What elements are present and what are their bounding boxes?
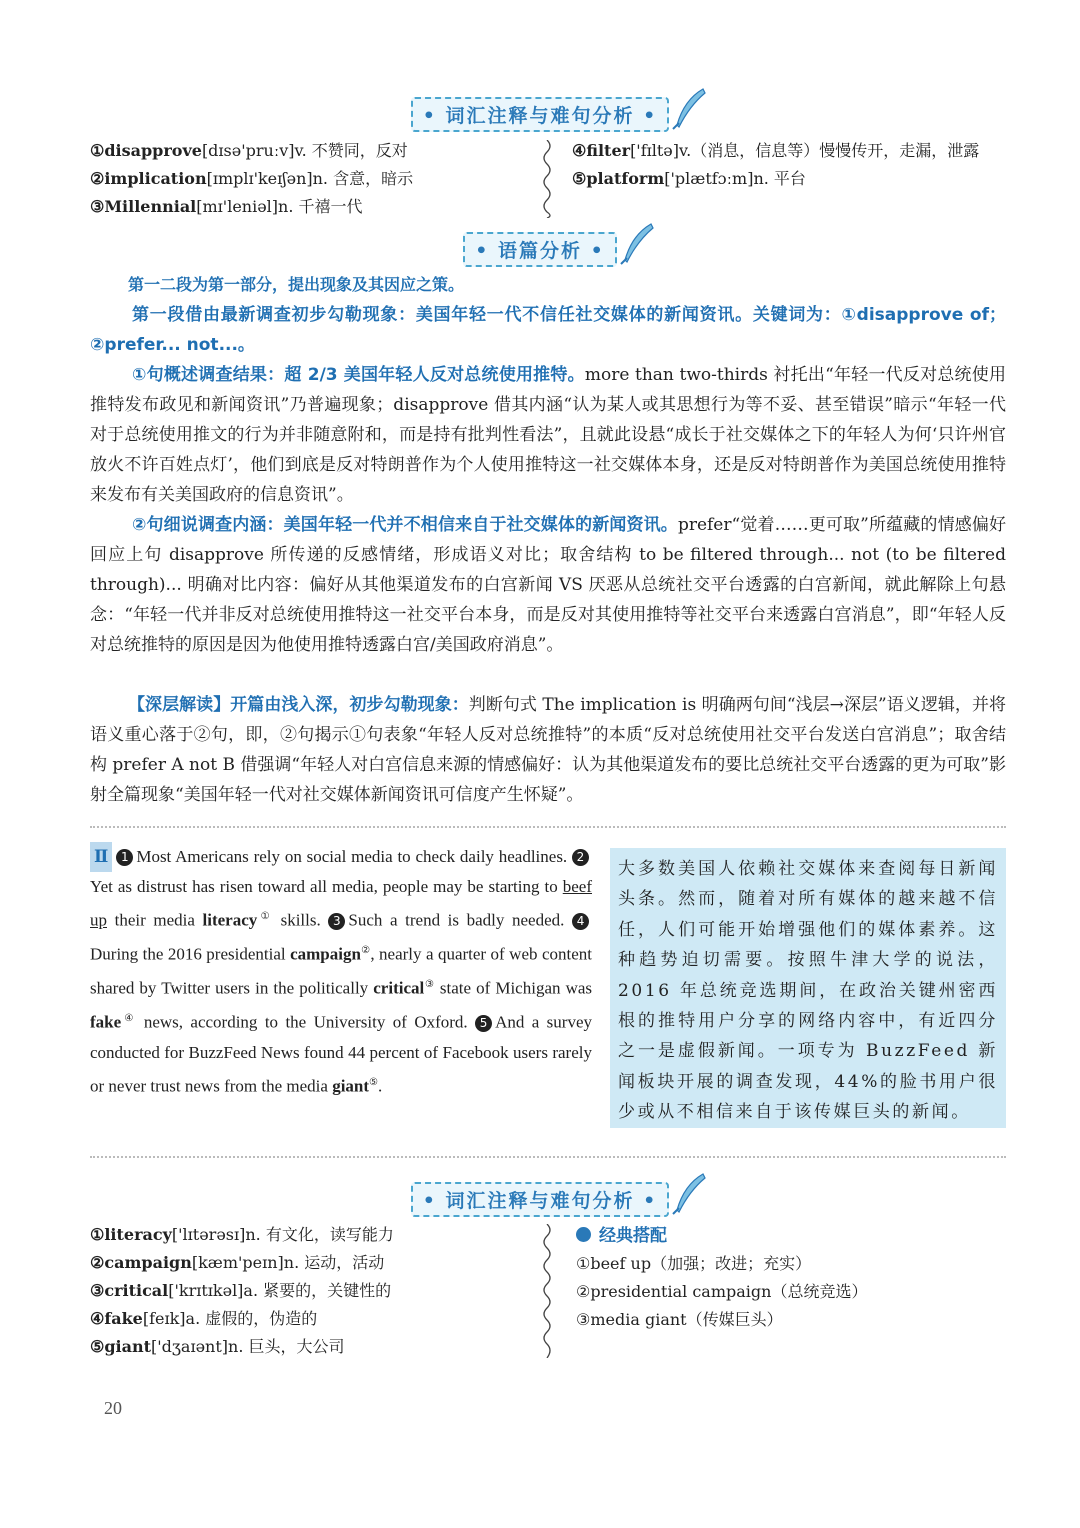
paragraph-sentence-2: ②句细说调查内涵：美国年轻一代并不相信来自于社交媒体的新闻资讯。prefer“觉着……更可取”所蕴藏的情感偏好回应上句 disapprove 所传递的反感情绪，形成语义对比；取舍结构 to be filtered through... not (to be filtered through)... 明确对比内容：偏好从其他渠道发布的白宫新闻 VS 厌恶从总统社交平台透露的白宫新闻，就此解除上句悬念：“年轻一代并非反对总统使用推特这一社交平台本身，而是反对其使用推特等社交平台来透露白宫消息”，即“年轻人反对总统推特的原因是因为他使用推特透露白宫/美国政府消息”。 — [90, 515, 1006, 655]
collocation-block — [576, 1222, 867, 1334]
vocab-item: ⑤giant['dʒaɪənt]n. 巨头，大公司 — [90, 1337, 345, 1356]
vocab-item: ③critical['krɪtɪkəl]a. 紧要的，关键性的 — [90, 1281, 392, 1300]
sentence-number: 1 — [116, 849, 133, 866]
vocab-item: ②implication[ɪmplɪ'keɪʃən]n. 含意，暗示 — [90, 169, 414, 188]
quill-pen-icon — [617, 222, 657, 266]
sentence-number: 4 — [572, 913, 589, 930]
wavy-divider — [540, 140, 554, 218]
vocab-item: ③Millennial[mɪ'leniəl]n. 千禧一代 — [90, 197, 363, 216]
sentence-number: 5 — [475, 1015, 492, 1032]
paragraph-sentence-1: ①句概述调查结果：超 2/3 美国年轻人反对总统使用推特。more than two-thirds 衬托出“年轻一代反对总统使用推特发布政见和新闻资讯”乃普遍现象；disapprove 借其内涵“认为某人或其思想行为等不妥、甚至错误”暗示“年轻一代对于总统使用推文的行为并非随意附和，而是持有批判性看法”，且就此设悬“成长于社交媒体之下的年轻人为何‘只许州官放火不许百姓点灯’，他们到底是反对特朗普作为个人使用推特这一社交媒体本身，还是反对特朗普作为美国总统使用推特来发布有关美国政府的信息资讯”。 — [90, 365, 1006, 505]
vocab-item: ④fake[feɪk]a. 虚假的，伪造的 — [90, 1309, 318, 1328]
divider — [90, 1156, 1006, 1158]
section-title: • 语篇分析 • — [475, 240, 605, 262]
vocab-item: ④filter['fɪltə]v.（消息，信息等）慢慢传开，走漏，泄露 — [572, 141, 980, 160]
quill-pen-icon — [669, 1172, 709, 1216]
sentence-number: 2 — [572, 849, 589, 866]
quill-pen-icon — [669, 87, 709, 131]
vocab-item: ②campaign[kæm'peɪn]n. 运动，活动 — [90, 1253, 385, 1272]
vocab-header-2 — [0, 1182, 1080, 1217]
paragraph-1-analysis: 第一段借由最新调查初步勾勒现象：美国年轻一代不信任社交媒体的新闻资讯。关键词为：①disapprove of；②prefer... not...。 — [90, 305, 1006, 355]
chinese-translation: 大多数美国人依赖社交媒体来查阅每日新闻头条。然而，随着对所有媒体的越来越不信任，人们可能开始增强他们的媒体素养。这种趋势迫切需要。按照牛津大学的说法，2016 年总统竞选期间，在政治关键州密西根的推特用户分享的网络内容中，有近四分之一是虚假新闻。一项专为 BuzzFeed 新闻板块开展的调查发现，44%的脸书用户很少或从不相信来自于该传媒巨头的新闻。 — [610, 848, 1006, 1128]
vocab-item: ⑤platform['plætfɔːm]n. 平台 — [572, 169, 806, 188]
vocab-header-1 — [0, 97, 1080, 132]
collocation-item: ①beef up（加强；改进；充实） — [576, 1254, 812, 1273]
sentence-number: 3 — [328, 913, 345, 930]
collocation-item: ②presidential campaign（总统竞选） — [576, 1282, 868, 1301]
vocab-list-left-1 — [90, 137, 413, 221]
vocab-list-right-1 — [572, 137, 979, 193]
deep-interpretation: 【深层解读】开篇由浅入深，初步勾勒现象：判断句式 The implication is 明确两句间“浅层→深层”语义逻辑，并将语义重心落于②句，即，②句揭示①句表象“年轻人反对总统推特”的本质“反对总统使用社交平台发送白宫消息”；取舍结构 prefer A not B 借强调“年轻人对白宫信息来源的情感偏好：认为其他渠道发布的要比总统社交平台透露的更为可取”影射全篇现象“美国年轻一代对社交媒体新闻资讯可信度产生怀疑”。 — [90, 695, 1007, 805]
paragraph-marker: Ⅱ — [90, 842, 112, 872]
section-title: • 词汇注释与难句分析 • — [422, 105, 658, 127]
vocab-list-left-2 — [90, 1221, 394, 1361]
collocation-item: ③media giant（传媒巨头） — [576, 1310, 783, 1329]
page-number: 20 — [104, 1398, 122, 1418]
part-intro: 第一二段为第一部分，提出现象及其因应之策。 — [128, 275, 465, 294]
wavy-divider — [540, 1224, 554, 1358]
discourse-header — [0, 232, 1080, 267]
english-passage: Ⅱ 1 Most Americans rely on social media to check daily headlines. 2Yet as distrust has risen toward all media, people may be starting to beef up their media literacy① skills. 3 Such a trend is badly needed. 4During the 2016 presidential campaign②, nearly a quarter of web content shared by Twitter users in the politically critical③ state of Michigan was fake④ news, according to the University of Oxford. 5 And a survey conducted for BuzzFeed News found 44 percent of Facebook users rarely or never trust news from the media giant⑤. — [90, 842, 592, 1102]
vocab-item: ①disapprove[dɪsə'pruːv]v. 不赞同，反对 — [90, 141, 408, 160]
section-title: • 词汇注释与难句分析 • — [422, 1190, 658, 1212]
collocation-title: 经典搭配 — [576, 1222, 867, 1250]
bullet-dot-icon — [576, 1227, 591, 1242]
vocab-item: ①literacy['lɪtərəsɪ]n. 有文化，读写能力 — [90, 1225, 394, 1244]
divider — [90, 826, 1006, 828]
